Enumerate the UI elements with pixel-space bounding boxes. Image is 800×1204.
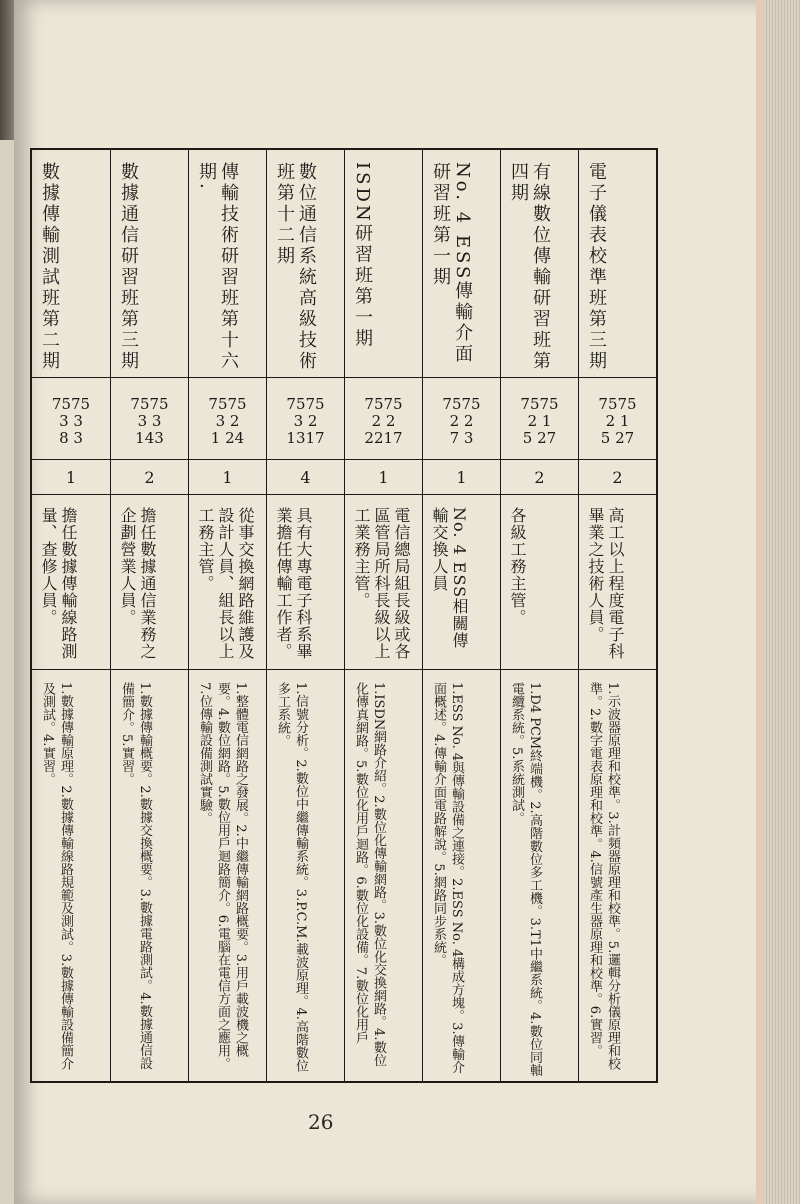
- course-content-text: 1.整體電信網路之發展。2.中繼傳輸網路概要。3.用戶載波機之概要。4.數位網路。5.數位用戶迴路簡介。6.電腦在電信方面之應用。7.位傳輸設備測試實驗。: [197, 682, 248, 1071]
- qualification-text-cell: [189, 495, 266, 670]
- course-title: 電子儀表校準班第三期: [586, 162, 607, 372]
- course-code-cell: [501, 378, 578, 460]
- course-code-cell: [345, 378, 422, 460]
- qualification-text: 從事交換網路維護及設計人員、組長以上工務主管。: [196, 507, 255, 660]
- course-code-line: 2217: [364, 429, 403, 447]
- course-content-text-cell: [423, 670, 500, 1081]
- qualification-text: 擔任數據傳輸線路測量、查修人員。: [39, 507, 78, 660]
- course-code-line: 7575: [442, 395, 481, 413]
- qualification-text: 擔任數據通信業務之企劃營業人員。: [118, 507, 157, 660]
- course-title-cell: [32, 150, 110, 378]
- course-code-line: 2 1: [527, 412, 552, 430]
- course-title-cell: [111, 150, 188, 378]
- course-title-cell: [189, 150, 266, 378]
- course-content-text-cell: [32, 670, 110, 1081]
- qualification-text-cell: [267, 495, 344, 670]
- qualification-text-cell: [579, 495, 656, 670]
- course-code: [423, 378, 500, 447]
- course-code-line: 3 2: [215, 412, 240, 430]
- participant-count-cell: [579, 460, 656, 495]
- course-code-line: 7575: [520, 395, 559, 413]
- participant-count: 1: [65, 468, 77, 487]
- course-content-text: 1.數據傳輸原理。2.數據傳輸線路規範及測試。3.數據傳輸設備簡介及測試。4.實習。: [40, 682, 73, 1071]
- participant-count-cell: [111, 460, 188, 495]
- qualification-text-cell: [111, 495, 188, 670]
- course-code: [579, 378, 656, 447]
- facing-page-edge: [0, 140, 14, 1204]
- participant-count-cell: [501, 460, 578, 495]
- course-code-line: 5 27: [600, 429, 635, 447]
- qualification-text-cell: [423, 495, 500, 670]
- qualification-text: 各級工務主管。: [508, 507, 527, 626]
- qualification-text: 電信總局組長級或各區管局所科長級以上工業務主管。: [352, 507, 411, 660]
- course-content-text: 1.信號分析。2.數位中繼傳輸系統。3.P.C.M.載波原理。4.高階數位多工系統。: [275, 682, 308, 1072]
- course-code-line: 7575: [51, 395, 91, 413]
- course-code: [501, 378, 578, 447]
- course-title-cell: [579, 150, 656, 378]
- course-code-line: 143: [135, 429, 164, 447]
- course-code-line: 2 2: [371, 412, 396, 430]
- course-code-line: 7575: [598, 395, 637, 413]
- course-code-line: 7 3: [449, 429, 474, 447]
- course-code-line: 3 2: [293, 412, 318, 430]
- participant-count: 1: [456, 468, 467, 487]
- course-code: [189, 378, 266, 447]
- participant-count: 2: [144, 468, 155, 487]
- course-code-line: 7575: [208, 395, 247, 413]
- participant-count: 4: [300, 468, 311, 487]
- course-code-line: 8 3: [59, 429, 83, 447]
- course-code: [267, 378, 344, 447]
- course-code-line: 3 3: [137, 412, 162, 430]
- course-content-text-cell: [579, 670, 656, 1081]
- course-code-line: 2 1: [605, 412, 630, 430]
- course-column: [344, 150, 422, 1081]
- participant-count: 1: [222, 468, 233, 487]
- course-content-text-cell: [501, 670, 578, 1081]
- course-code-line: 1317: [286, 429, 325, 447]
- qualification-text-cell: [32, 495, 110, 670]
- participant-count-cell: [189, 460, 266, 495]
- qualification-text-cell: [501, 495, 578, 670]
- participant-count-cell: [345, 460, 422, 495]
- course-code-line: 2 2: [449, 412, 474, 430]
- course-column: [110, 150, 188, 1081]
- course-code: [345, 378, 422, 447]
- page-stack-edge: [764, 0, 800, 1204]
- course-code: [32, 378, 110, 447]
- course-title: 數據傳輸測試班第二期: [39, 162, 60, 372]
- qualification-text: 具有大專電子科系畢業擔任傳輸工作者。: [274, 507, 313, 660]
- course-column: [188, 150, 266, 1081]
- course-column: [32, 150, 110, 1081]
- course-content-text: 1.ISDN網路介紹。2.數位化傳輸網路。3.數位化交換網路。4.數位化傳真網路。5.數位化用戶迴路。6.數位化設備。7.數位化用戶: [353, 682, 386, 1067]
- qualification-text: No. 4 ESS相關傳輸交換人員: [430, 507, 469, 650]
- course-title-cell: [501, 150, 578, 378]
- course-code: [111, 378, 188, 447]
- course-content-text-cell: [267, 670, 344, 1081]
- course-code-cell: [267, 378, 344, 460]
- course-code-cell: [579, 378, 656, 460]
- course-code-line: 7575: [286, 395, 325, 413]
- course-title: 傳輸技術研習班第十六期.: [196, 162, 239, 372]
- course-column: [266, 150, 344, 1081]
- course-column: [422, 150, 500, 1081]
- course-code-line: 7575: [364, 395, 403, 413]
- participant-count: 2: [612, 468, 623, 487]
- course-column: [578, 150, 656, 1081]
- course-code-line: 5 27: [522, 429, 557, 447]
- course-title-cell: [267, 150, 344, 378]
- qualification-text-cell: [345, 495, 422, 670]
- course-code-cell: [189, 378, 266, 460]
- course-code-cell: [423, 378, 500, 460]
- course-code-line: 1 24: [210, 429, 245, 447]
- course-title: 數據通信研習班第三期: [118, 162, 139, 372]
- course-title: ISDN研習班第一期: [352, 162, 373, 350]
- course-code-line: 3 3: [59, 412, 83, 430]
- participant-count: 2: [534, 468, 545, 487]
- course-title-cell: [423, 150, 500, 378]
- course-content-text-cell: [111, 670, 188, 1081]
- course-table: [30, 148, 658, 1083]
- course-content-text: 1.D4 PCM終端機。2.高階數位多工機。3.T1中繼系統。4.數位同軸電纜系統。5.系統測試。: [509, 682, 542, 1077]
- participant-count-cell: [423, 460, 500, 495]
- course-content-text: 1.數據傳輸概要。2.數據交換概要。3.數據電路測試。4.數據通信設備簡介。5.實習。: [119, 682, 152, 1070]
- course-code-cell: [111, 378, 188, 460]
- participant-count: 1: [378, 468, 389, 487]
- qualification-text: 高工以上程度電子科畢業之技術人員。: [586, 507, 625, 660]
- course-title-cell: [345, 150, 422, 378]
- course-column: [500, 150, 578, 1081]
- course-code-cell: [32, 378, 110, 460]
- participant-count-cell: [267, 460, 344, 495]
- participant-count-cell: [32, 460, 110, 495]
- course-content-text: 1.示波器原理和校準。3.計頻器原理和校準。5.邏輯分析儀原理和校準。2.數字電表原理和校準。4.信號產生器原理和校準。6.實習。: [587, 682, 620, 1071]
- course-title: 數位通信系統高級技術班第十二期: [274, 162, 317, 372]
- course-code-line: 7575: [130, 395, 169, 413]
- course-content-text: 1.ESS No. 4與傳輸設備之連接。2.ESS No. 4構成方塊。3.傳輸介面概述。4.傳輸介面電路解說。5.網路同步系統。: [431, 682, 464, 1074]
- page-number: 26: [308, 1110, 334, 1134]
- course-content-text-cell: [189, 670, 266, 1081]
- course-title: 有線數位傳輸研習班第四期: [508, 162, 551, 372]
- course-content-text-cell: [345, 670, 422, 1081]
- course-title: No. 4 ESS傳輸介面研習班第一期: [430, 162, 473, 366]
